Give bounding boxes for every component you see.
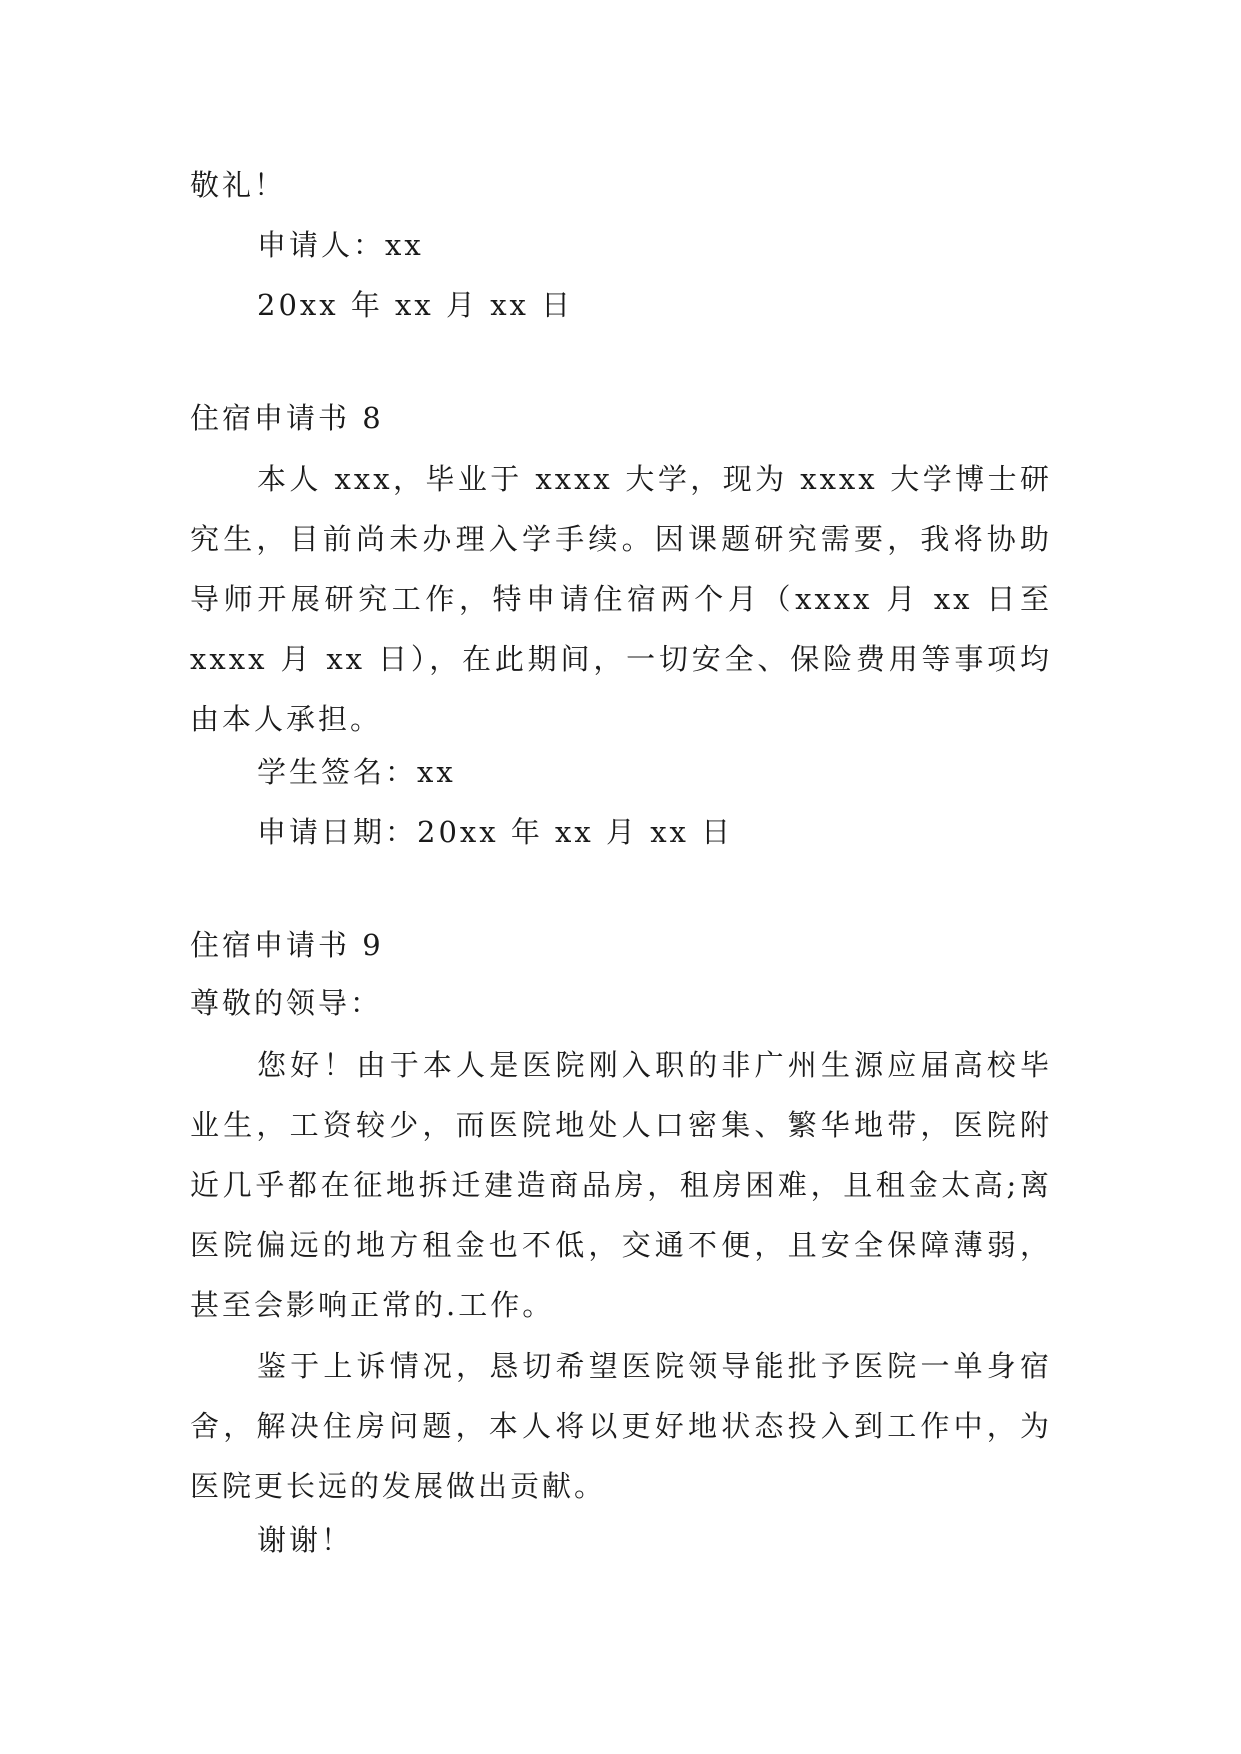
section-9-paragraph-1: 您好！由于本人是医院刚入职的非广州生源应届高校毕业生，工资较少，而医院地处人口密集、繁华地带，医院附近几乎都在征地拆迁建造商品房，租房困难，且租金太高;离医院偏远的地方租金也不低，交通不便，且安全保障薄弱，甚至会影响正常的.工作。 — [190, 1048, 1052, 1322]
application-date: 20xx 年 xx 月 xx 日 — [257, 288, 574, 322]
section-8-body: 本人 xxx，毕业于 xxxx 大学，现为 xxxx 大学博士研究生，目前尚未办理入学手续。因课题研究需要，我将协助导师开展研究工作，特申请住宿两个月（xxxx 月 xx 日至 xxxx 月 xx 日），在此期间，一切安全、保险费用等事项均由本人承担。 — [190, 462, 1052, 736]
thanks-text: 谢谢！ — [257, 1523, 354, 1557]
section-8-title: 住宿申请书 8 — [190, 401, 384, 435]
greeting: 尊敬的领导： — [190, 986, 383, 1020]
section-9-paragraph-2: 鉴于上诉情况，恳切希望医院领导能批予医院一单身宿舍，解决住房问题，本人将以更好地状态投入到工作中，为医院更长远的发展做出贡献。 — [190, 1349, 1052, 1503]
salute-text: 敬礼！ — [190, 168, 287, 202]
student-signature: 学生签名：xx — [257, 755, 456, 789]
section-9-title: 住宿申请书 9 — [190, 928, 384, 962]
applicant-line: 申请人：xx — [257, 228, 424, 262]
section-8-date: 申请日期：20xx 年 xx 月 xx 日 — [257, 815, 734, 849]
